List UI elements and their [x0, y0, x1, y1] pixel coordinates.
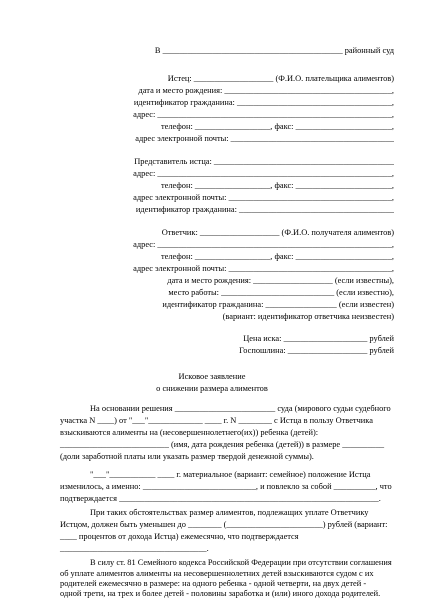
- body-p4-line: об уплате алиментов алименты на несовершеннолетних детей взыскиваются судом с их: [60, 569, 374, 578]
- document-title: Исковое заявление: [178, 372, 246, 381]
- representative-email-line: адрес электронной почты: _______________________________________,: [133, 193, 394, 202]
- body-p1-line: взыскиваются алименты на (несовершеннолетнего(их)) ребенка (детей):: [60, 428, 319, 437]
- plaintiff-email-line: адрес электронной почты: _______________________________________: [135, 134, 394, 143]
- document-subtitle: о снижении размера алиментов: [156, 384, 268, 393]
- plaintiff-address-line: адрес: ________________________________________________________,: [133, 110, 394, 119]
- defendant-id-variant-line: (вариант: идентификатор ответчика неизвестен): [222, 312, 394, 321]
- body-p2-line: изменилось, а именно: ___________________________, и повлекло за собой __________, что: [60, 482, 392, 491]
- defendant-birth-line: дата и место рождения: ___________________ (если известны),: [167, 276, 394, 285]
- body-p2-line: подтверждается ______________________________________________________________.: [60, 494, 381, 503]
- defendant-work-line: место работы: ___________________________ (если известно),: [168, 288, 394, 297]
- defendant-phone-line: телефон: __________________, факс: _______________________,: [160, 252, 394, 261]
- defendant-address-line: адрес: ________________________________________________________,: [133, 240, 394, 249]
- body-p4-line: В силу ст. 81 Семейного кодекса Российской Федерации при отсутствии соглашения: [90, 558, 392, 567]
- body-p1-line: (доли заработной платы или указать размер твердой денежной суммы).: [60, 452, 314, 461]
- body-p1-line: __________________________ (имя, дата рождения ребенка (детей)) в размере __________: [60, 440, 385, 449]
- body-p1-line: На основании решения ________________________ суда (мирового судьи судебного: [90, 404, 391, 413]
- body-p1-line: участка N ____) от "___"_____________ ____ г. N ________ с Истца в пользу Ответчика: [60, 416, 373, 425]
- body-p3-line: При таких обстоятельствах размер алиментов, подлежащих уплате Ответчику: [90, 508, 369, 517]
- plaintiff-birth-line: дата и место рождения: ________________________________________,: [138, 86, 394, 95]
- plaintiff-id-line: идентификатор гражданина: _____________________________________,: [133, 98, 394, 107]
- body-p4-line: одной трети, на трех и более детей - половины заработка и (или) иного дохода родителей.: [60, 589, 381, 598]
- court-line: В ___________________________________________ районный суд: [154, 46, 394, 55]
- representative-phone-line: телефон: __________________, факс: _______________________,: [160, 181, 394, 190]
- representative-name-line: Представитель истца: ___________________________________________: [134, 157, 394, 166]
- plaintiff-phone-line: телефон: __________________, факс: _______________________,: [160, 122, 394, 131]
- representative-address-line: адрес: ________________________________________________________,: [133, 169, 394, 178]
- state-fee-line: Госпошлина: ___________________ рублей: [239, 346, 394, 355]
- body-p3-line: Истцом, должен быть уменьшен до ________ (_______________________) рублей (вариант:: [60, 520, 388, 529]
- body-p3-line: ____ процентов от дохода Истца) ежемесячно, что подтверждается: [60, 532, 299, 541]
- defendant-id-line: идентификатор гражданина: _________________ (если известен): [162, 300, 394, 309]
- defendant-email-line: адрес электронной почты: _______________________________________,: [133, 264, 394, 273]
- body-p4-line: родителей ежемесячно в размере: на одного ребенка - одной четверти, на двух детей -: [60, 579, 367, 588]
- plaintiff-name-line: Истец: ___________________ (Ф.И.О. плательщика алиментов): [167, 74, 394, 83]
- defendant-name-line: Ответчик: ___________________ (Ф.И.О. получателя алиментов): [161, 228, 394, 237]
- representative-id-line: идентификатор гражданина: _____________________________________: [135, 205, 394, 214]
- body-p2-line: "___"___________ ____ г. материальное (вариант: семейное) положение Истца: [90, 470, 371, 479]
- body-p3-line: ___________________________________.: [60, 544, 209, 553]
- claim-price-line: Цена иска: ____________________ рублей: [243, 334, 394, 343]
